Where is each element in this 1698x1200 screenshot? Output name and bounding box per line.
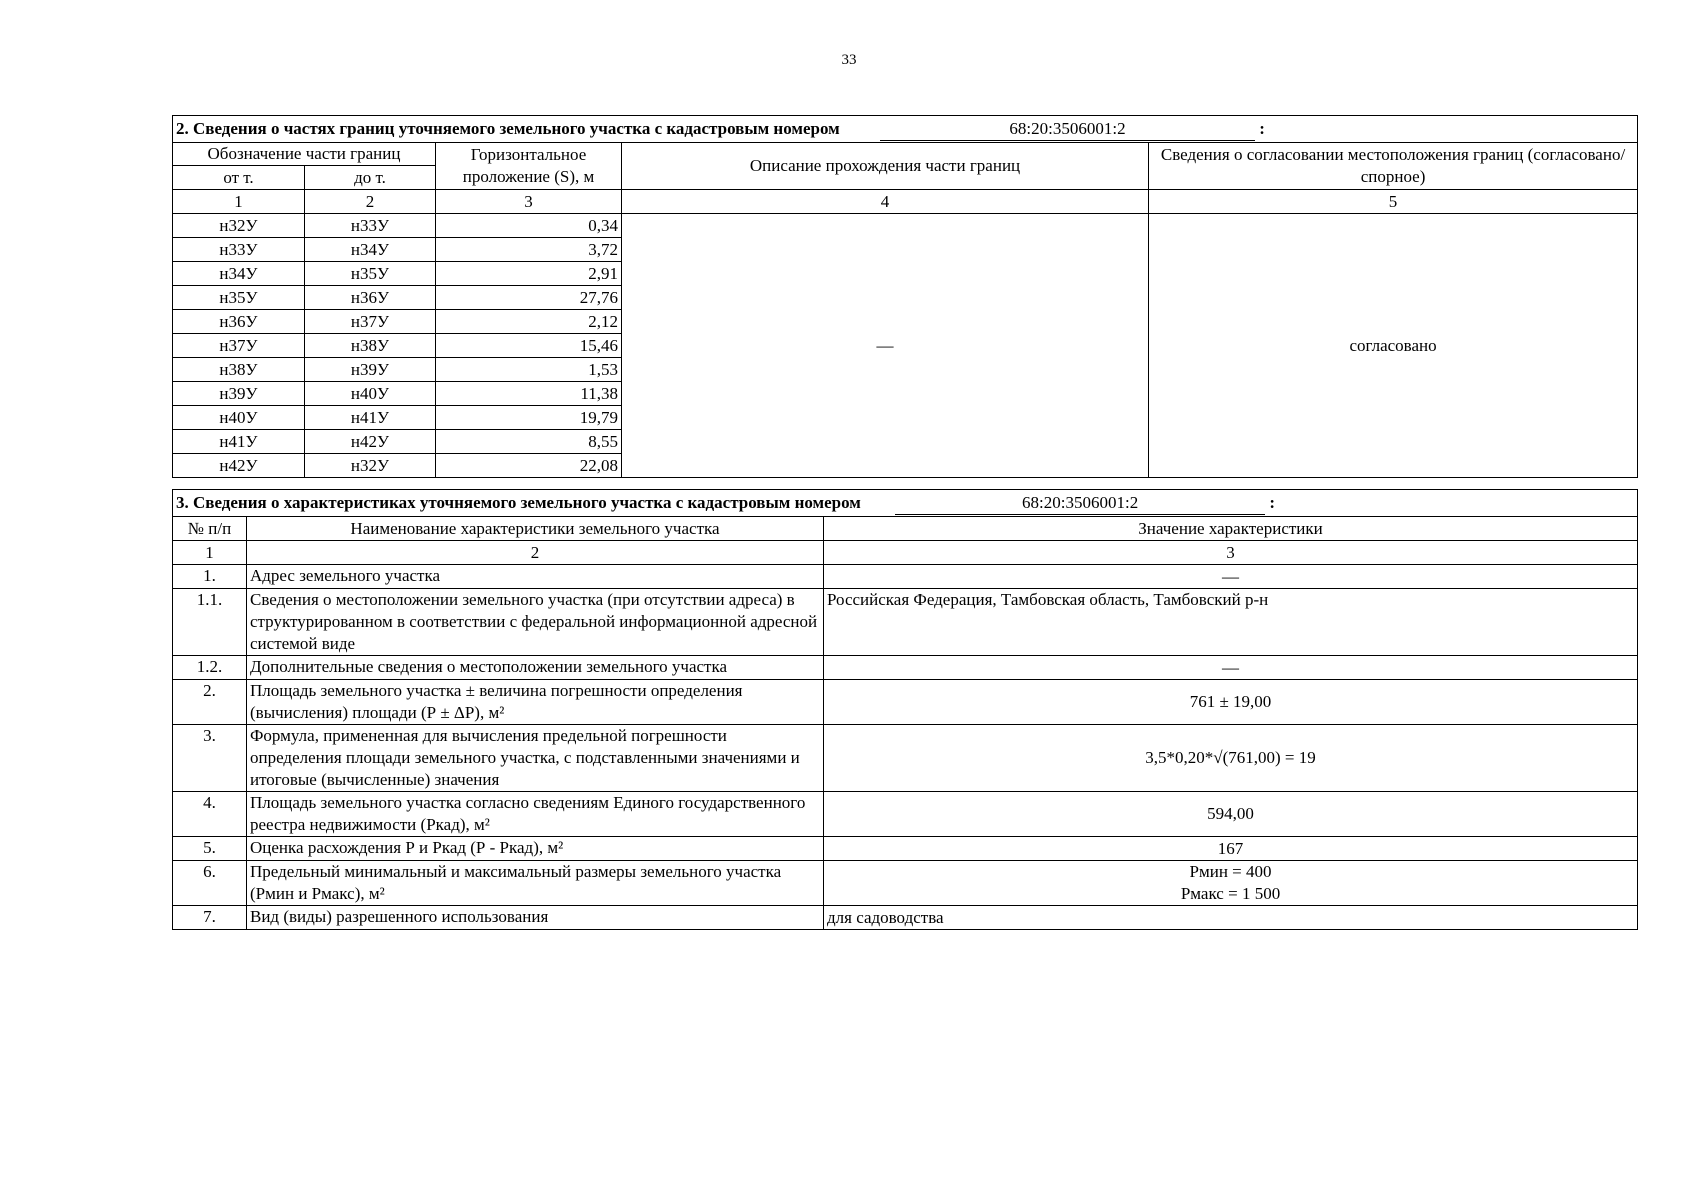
col-number: 2 — [305, 190, 436, 214]
characteristic-name: Дополнительные сведения о местоположении земельного участка — [247, 656, 824, 680]
characteristic-value-max: Рмакс = 1 500 — [1180, 884, 1281, 903]
characteristic-name: Оценка расхождения Р и Ркад (Р - Ркад), м² — [247, 837, 824, 861]
row-number: 3. — [173, 725, 247, 792]
table-row — [173, 725, 1638, 792]
row-number: 2. — [173, 680, 247, 725]
point-from: н42У — [173, 454, 305, 478]
characteristic-value-min: Рмин = 400 — [1189, 862, 1272, 881]
characteristic-name: Адрес земельного участка — [247, 565, 824, 589]
horizontal-distance: 22,08 — [436, 454, 622, 478]
row-number: 1.2. — [173, 656, 247, 680]
point-from: н36У — [173, 310, 305, 334]
boundary-parts-table — [172, 115, 1638, 478]
table-row — [173, 680, 1638, 725]
section3-cadastral-number: 68:20:3506001:2 — [895, 492, 1265, 515]
point-from: н40У — [173, 406, 305, 430]
horizontal-distance: 15,46 — [436, 334, 622, 358]
characteristic-name: Площадь земельного участка согласно сведениям Единого государственного реестра недвижимости (Ркад), м² — [247, 792, 824, 837]
col-number: 3 — [824, 541, 1638, 565]
row-number: 1.1. — [173, 589, 247, 656]
horizontal-distance: 8,55 — [436, 430, 622, 454]
point-to: н35У — [305, 262, 436, 286]
point-to: н41У — [305, 406, 436, 430]
table-row — [173, 861, 1638, 906]
section3-title: 3. Сведения о характеристиках уточняемого земельного участка с кадастровым номером — [176, 492, 861, 512]
point-to: н33У — [305, 214, 436, 238]
point-to: н39У — [305, 358, 436, 382]
characteristic-value: 3,5*0,20*√(761,00) = 19 — [824, 725, 1638, 792]
col-number: 1 — [173, 190, 305, 214]
point-from: н41У — [173, 430, 305, 454]
header-name: Наименование характеристики земельного участка — [247, 517, 824, 541]
col-number: 4 — [622, 190, 1149, 214]
characteristic-name: Сведения о местоположении земельного участка (при отсутствии адреса) в структурированном в соответствии с федеральной информационной адресной системой виде — [247, 589, 824, 656]
col-number: 5 — [1149, 190, 1638, 214]
characteristic-value: 594,00 — [824, 792, 1638, 837]
section2-cadastral-number: 68:20:3506001:2 — [880, 118, 1255, 141]
section3-trailing: : — [1269, 492, 1276, 512]
horizontal-distance: 2,91 — [436, 262, 622, 286]
characteristic-value: 167 — [824, 837, 1638, 861]
characteristic-value: — — [824, 656, 1638, 680]
header-value: Значение характеристики — [824, 517, 1638, 541]
row-number: 5. — [173, 837, 247, 861]
point-to: н34У — [305, 238, 436, 262]
horizontal-distance: 19,79 — [436, 406, 622, 430]
row-number: 6. — [173, 861, 247, 906]
col-number: 1 — [173, 541, 247, 565]
point-from: н35У — [173, 286, 305, 310]
horizontal-distance: 1,53 — [436, 358, 622, 382]
header-from: от т. — [173, 166, 305, 190]
table-row — [173, 906, 1638, 930]
point-from: н37У — [173, 334, 305, 358]
point-to: н32У — [305, 454, 436, 478]
row-number: 1. — [173, 565, 247, 589]
point-to: н42У — [305, 430, 436, 454]
table-row — [173, 837, 1638, 861]
col-number: 3 — [436, 190, 622, 214]
characteristic-name: Предельный минимальный и максимальный размеры земельного участка (Рмин и Рмакс), м² — [247, 861, 824, 906]
characteristic-value: 761 ± 19,00 — [824, 680, 1638, 725]
header-horizontal: Горизонтальное проложение (S), м — [436, 143, 622, 190]
description-value: — — [622, 214, 1149, 478]
point-to: н38У — [305, 334, 436, 358]
page-number: 33 — [841, 52, 857, 68]
header-agreement: Сведения о согласовании местоположения границ (согласовано/спорное) — [1149, 143, 1638, 190]
header-description: Описание прохождения части границ — [622, 143, 1149, 190]
table-row — [173, 589, 1638, 656]
horizontal-distance: 11,38 — [436, 382, 622, 406]
section2-trailing: : — [1259, 118, 1265, 138]
point-from: н34У — [173, 262, 305, 286]
horizontal-distance: 3,72 — [436, 238, 622, 262]
characteristics-table — [172, 489, 1638, 930]
characteristic-value: для садоводства — [824, 906, 1638, 930]
header-to: до т. — [305, 166, 436, 190]
table-row — [173, 214, 1638, 238]
table-row — [173, 792, 1638, 837]
point-from: н33У — [173, 238, 305, 262]
characteristic-name: Вид (виды) разрешенного использования — [247, 906, 824, 930]
characteristic-name: Площадь земельного участка ± величина погрешности определения (вычисления) площади (Р ± ΔР), м² — [247, 680, 824, 725]
characteristic-value: Российская Федерация, Тамбовская область, Тамбовский р-н — [824, 589, 1638, 656]
table-row — [173, 565, 1638, 589]
header-part-designation: Обозначение части границ — [173, 143, 436, 166]
point-from: н38У — [173, 358, 305, 382]
row-number: 4. — [173, 792, 247, 837]
row-number: 7. — [173, 906, 247, 930]
point-to: н37У — [305, 310, 436, 334]
point-to: н40У — [305, 382, 436, 406]
characteristic-name: Формула, примененная для вычисления предельной погрешности определения площади земельного участка, с подставленными значениями и итоговые (вычисленные) значения — [247, 725, 824, 792]
agreement-value: согласовано — [1149, 214, 1638, 478]
point-from: н32У — [173, 214, 305, 238]
horizontal-distance: 0,34 — [436, 214, 622, 238]
section2-title-cell — [173, 116, 1638, 143]
header-num: № п/п — [173, 517, 247, 541]
col-number: 2 — [247, 541, 824, 565]
point-from: н39У — [173, 382, 305, 406]
point-to: н36У — [305, 286, 436, 310]
section2-title: 2. Сведения о частях границ уточняемого земельного участка с кадастровым номером — [176, 118, 840, 138]
characteristic-value-cell — [824, 861, 1638, 906]
characteristic-value: — — [824, 565, 1638, 589]
horizontal-distance: 2,12 — [436, 310, 622, 334]
horizontal-distance: 27,76 — [436, 286, 622, 310]
section3-title-cell — [173, 490, 1638, 517]
table-row — [173, 656, 1638, 680]
